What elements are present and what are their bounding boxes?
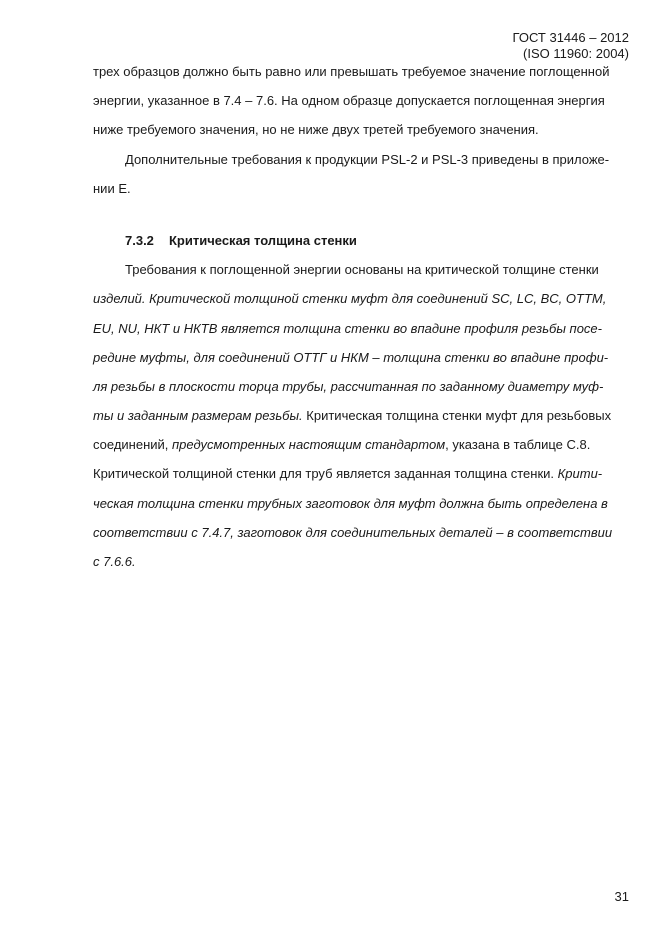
section-title: Критическая толщина стенки (169, 232, 357, 248)
standard-code: ГОСТ 31446 – 2012 (512, 30, 629, 45)
paragraph-critical-thickness (93, 260, 633, 581)
text-line (93, 406, 633, 435)
paragraph-psl-requirements (93, 150, 633, 208)
text-line (93, 348, 633, 377)
page-number: 31 (614, 889, 629, 904)
italic-text: изделий. Критической толщиной стенки муфт для соединений SC, LC, BC, OTTM, (93, 291, 607, 307)
iso-reference: (ISO 11960: 2004) (523, 46, 629, 61)
text-line (93, 523, 633, 552)
document-header (513, 30, 629, 62)
plain-text: соединений, (93, 437, 173, 453)
text-line (93, 552, 633, 581)
italic-text: Крити- (557, 466, 603, 482)
document-body (93, 62, 633, 581)
italic-text: EU, NU, НКТ и НКТВ является толщина стенки во впадине профиля резьбы посе- (93, 320, 602, 336)
section-spacer (93, 208, 633, 231)
text-line (93, 435, 633, 464)
section-number: 7.3.2 (125, 232, 154, 248)
plain-text: , указана в таблице С.8. (445, 437, 591, 453)
italic-text: ческая толщина стенки трубных заготовок для муфт должна быть определена в (93, 495, 608, 511)
plain-text: Критической толщиной стенки для труб является заданная толщина стенки. (93, 466, 558, 482)
text-line (93, 464, 633, 493)
italic-text: редине муфты, для соединений ОТТГ и НКМ – толщина стенки во впадине профи- (93, 349, 609, 365)
text-line: Требования к поглощенной энергии основаны на критической толщине стенки (125, 262, 599, 278)
text-line: Дополнительные требования к продукции PSL-2 и PSL-3 приведены в приложе- (125, 151, 610, 167)
text-line: энергии, указанное в 7.4 – 7.6. На одном образце допускается поглощенная энергия (93, 93, 605, 109)
text-line (93, 377, 633, 406)
italic-text: ля резьбы в плоскости торца трубы, рассчитанная по заданному диаметру муф- (93, 378, 604, 394)
text-line: трех образцов должно быть равно или превышать требуемое значение поглощенной (93, 64, 610, 79)
plain-text: Критическая толщина стенки муфт для резьбовых (302, 408, 612, 424)
italic-text: ты и заданным размерам резьбы. (93, 408, 303, 424)
italic-text: соответствии с 7.4.7, заготовок для соединительных деталей – в соответствии (93, 524, 613, 540)
italic-text: предусмотренных настоящим стандартом (172, 437, 446, 453)
text-line (93, 289, 633, 318)
text-line: ниже требуемого значения, но не ниже двух третей требуемого значения. (93, 122, 539, 138)
paragraph-absorbed-energy (93, 62, 633, 150)
text-line (93, 319, 633, 348)
section-heading (93, 231, 633, 260)
text-line: нии Е. (93, 180, 131, 196)
text-line (93, 494, 633, 523)
italic-text: с 7.6.6. (93, 554, 136, 569)
